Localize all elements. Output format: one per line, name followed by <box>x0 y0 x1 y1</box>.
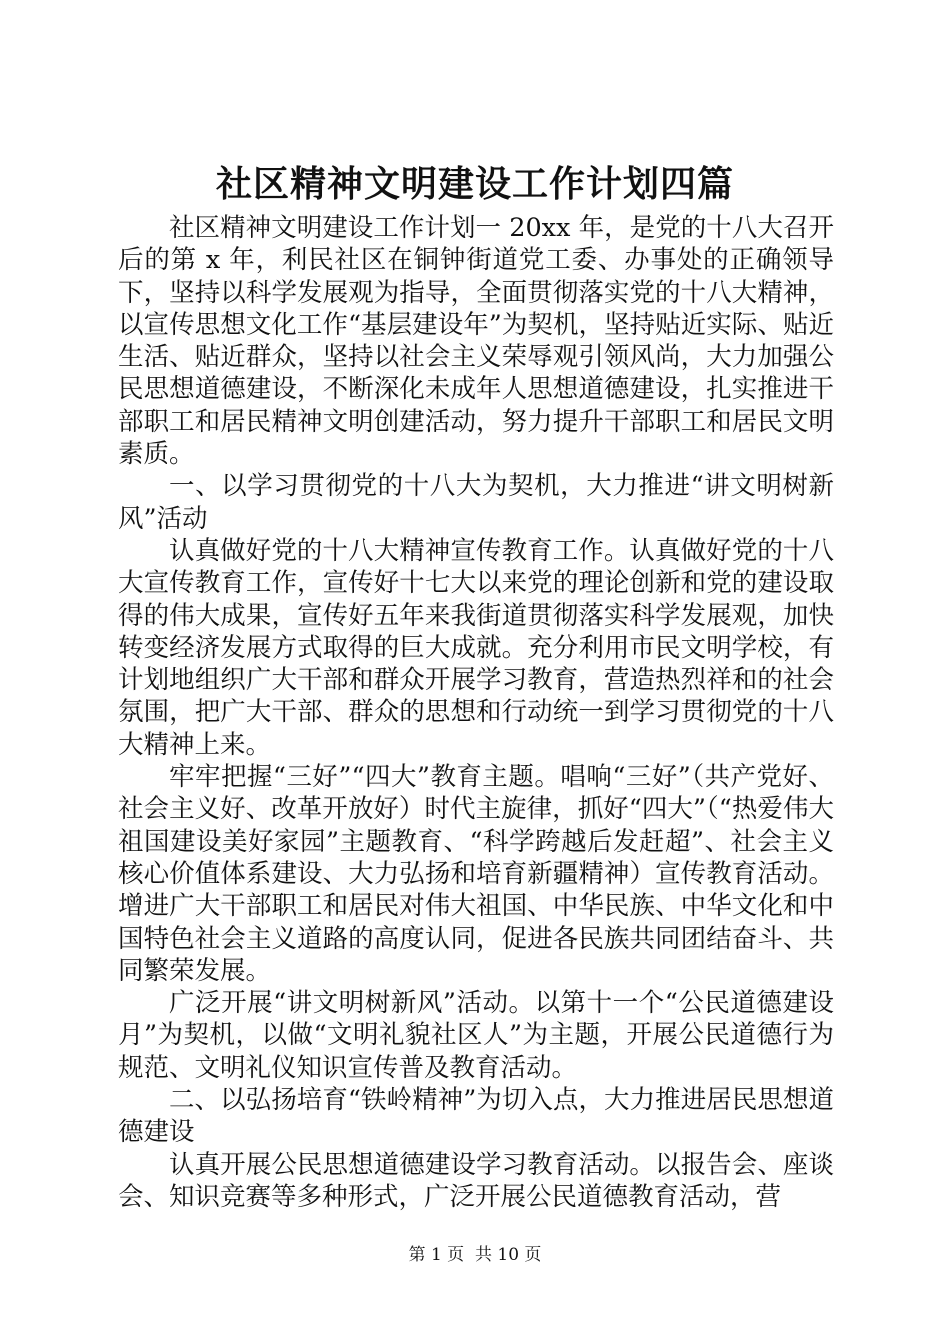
document-body <box>118 212 834 1213</box>
page-footer <box>0 1244 950 1266</box>
page-number: 第 1 页 <box>408 1245 465 1265</box>
body-paragraph: 社区精神文明建设工作计划一 20xx 年，是党的十八大召开后的第 x 年，利民社区在铜钟街道党工委、办事处的正确领导下，坚持以科学发展观为指导，全面贯彻落实党的十八大精神，以宣传思想文化工作“基层建设年”为契机，坚持贴近实际、贴近生活、贴近群众，坚持以社会主义荣辱观引领风尚，大力加强公民思想道德建设，不断深化未成年人思想道德建设，扎实推进干部职工和居民精神文明创建活动，努力提升干部职工和居民文明素质。 <box>118 213 834 470</box>
section-heading: 二、以弘扬培育“铁岭精神”为切入点，大力推进居民思想道德建设 <box>118 1085 834 1148</box>
page-total: 共 10 页 <box>474 1245 542 1265</box>
body-paragraph: 广泛开展“讲文明树新风”活动。以第十一个“公民道德建设月”为契机，以做“文明礼貌社区人”为主题，开展公民道德行为规范、文明礼仪知识宣传普及教育活动。 <box>118 988 834 1083</box>
body-paragraph: 认真开展公民思想道德建设学习教育活动。以报告会、座谈会、知识竞赛等多种形式，广泛开展公民道德教育活动，营 <box>118 1149 834 1212</box>
body-paragraph: 牢牢把握“三好”“四大”教育主题。唱响“三好”（共产党好、社会主义好、改革开放好）时代主旋律，抓好“四大”（“热爱伟大祖国建设美好家园”主题教育、“科学跨越后发赶超”、社会主义核心价值体系建设、大力弘扬和培育新疆精神）宣传教育活动。增进广大干部职工和居民对伟大祖国、中华民族、中华文化和中国特色社会主义道路的高度认同，促进各民族共同团结奋斗、共同繁荣发展。 <box>118 762 834 986</box>
body-paragraph: 认真做好党的十八大精神宣传教育工作。认真做好党的十八大宣传教育工作，宣传好十七大以来党的理论创新和党的建设取得的伟大成果，宣传好五年来我街道贯彻落实科学发展观，加快转变经济发展方式取得的巨大成就。充分利用市民文明学校，有计划地组织广大干部和群众开展学习教育，营造热烈祥和的社会氛围，把广大干部、群众的思想和行动统一到学习贯彻党的十八大精神上来。 <box>118 535 834 760</box>
section-heading: 一、以学习贯彻党的十八大为契机，大力推进“讲文明树新风”活动 <box>118 471 834 534</box>
document-title: 社区精神文明建设工作计划四篇 <box>215 163 734 205</box>
